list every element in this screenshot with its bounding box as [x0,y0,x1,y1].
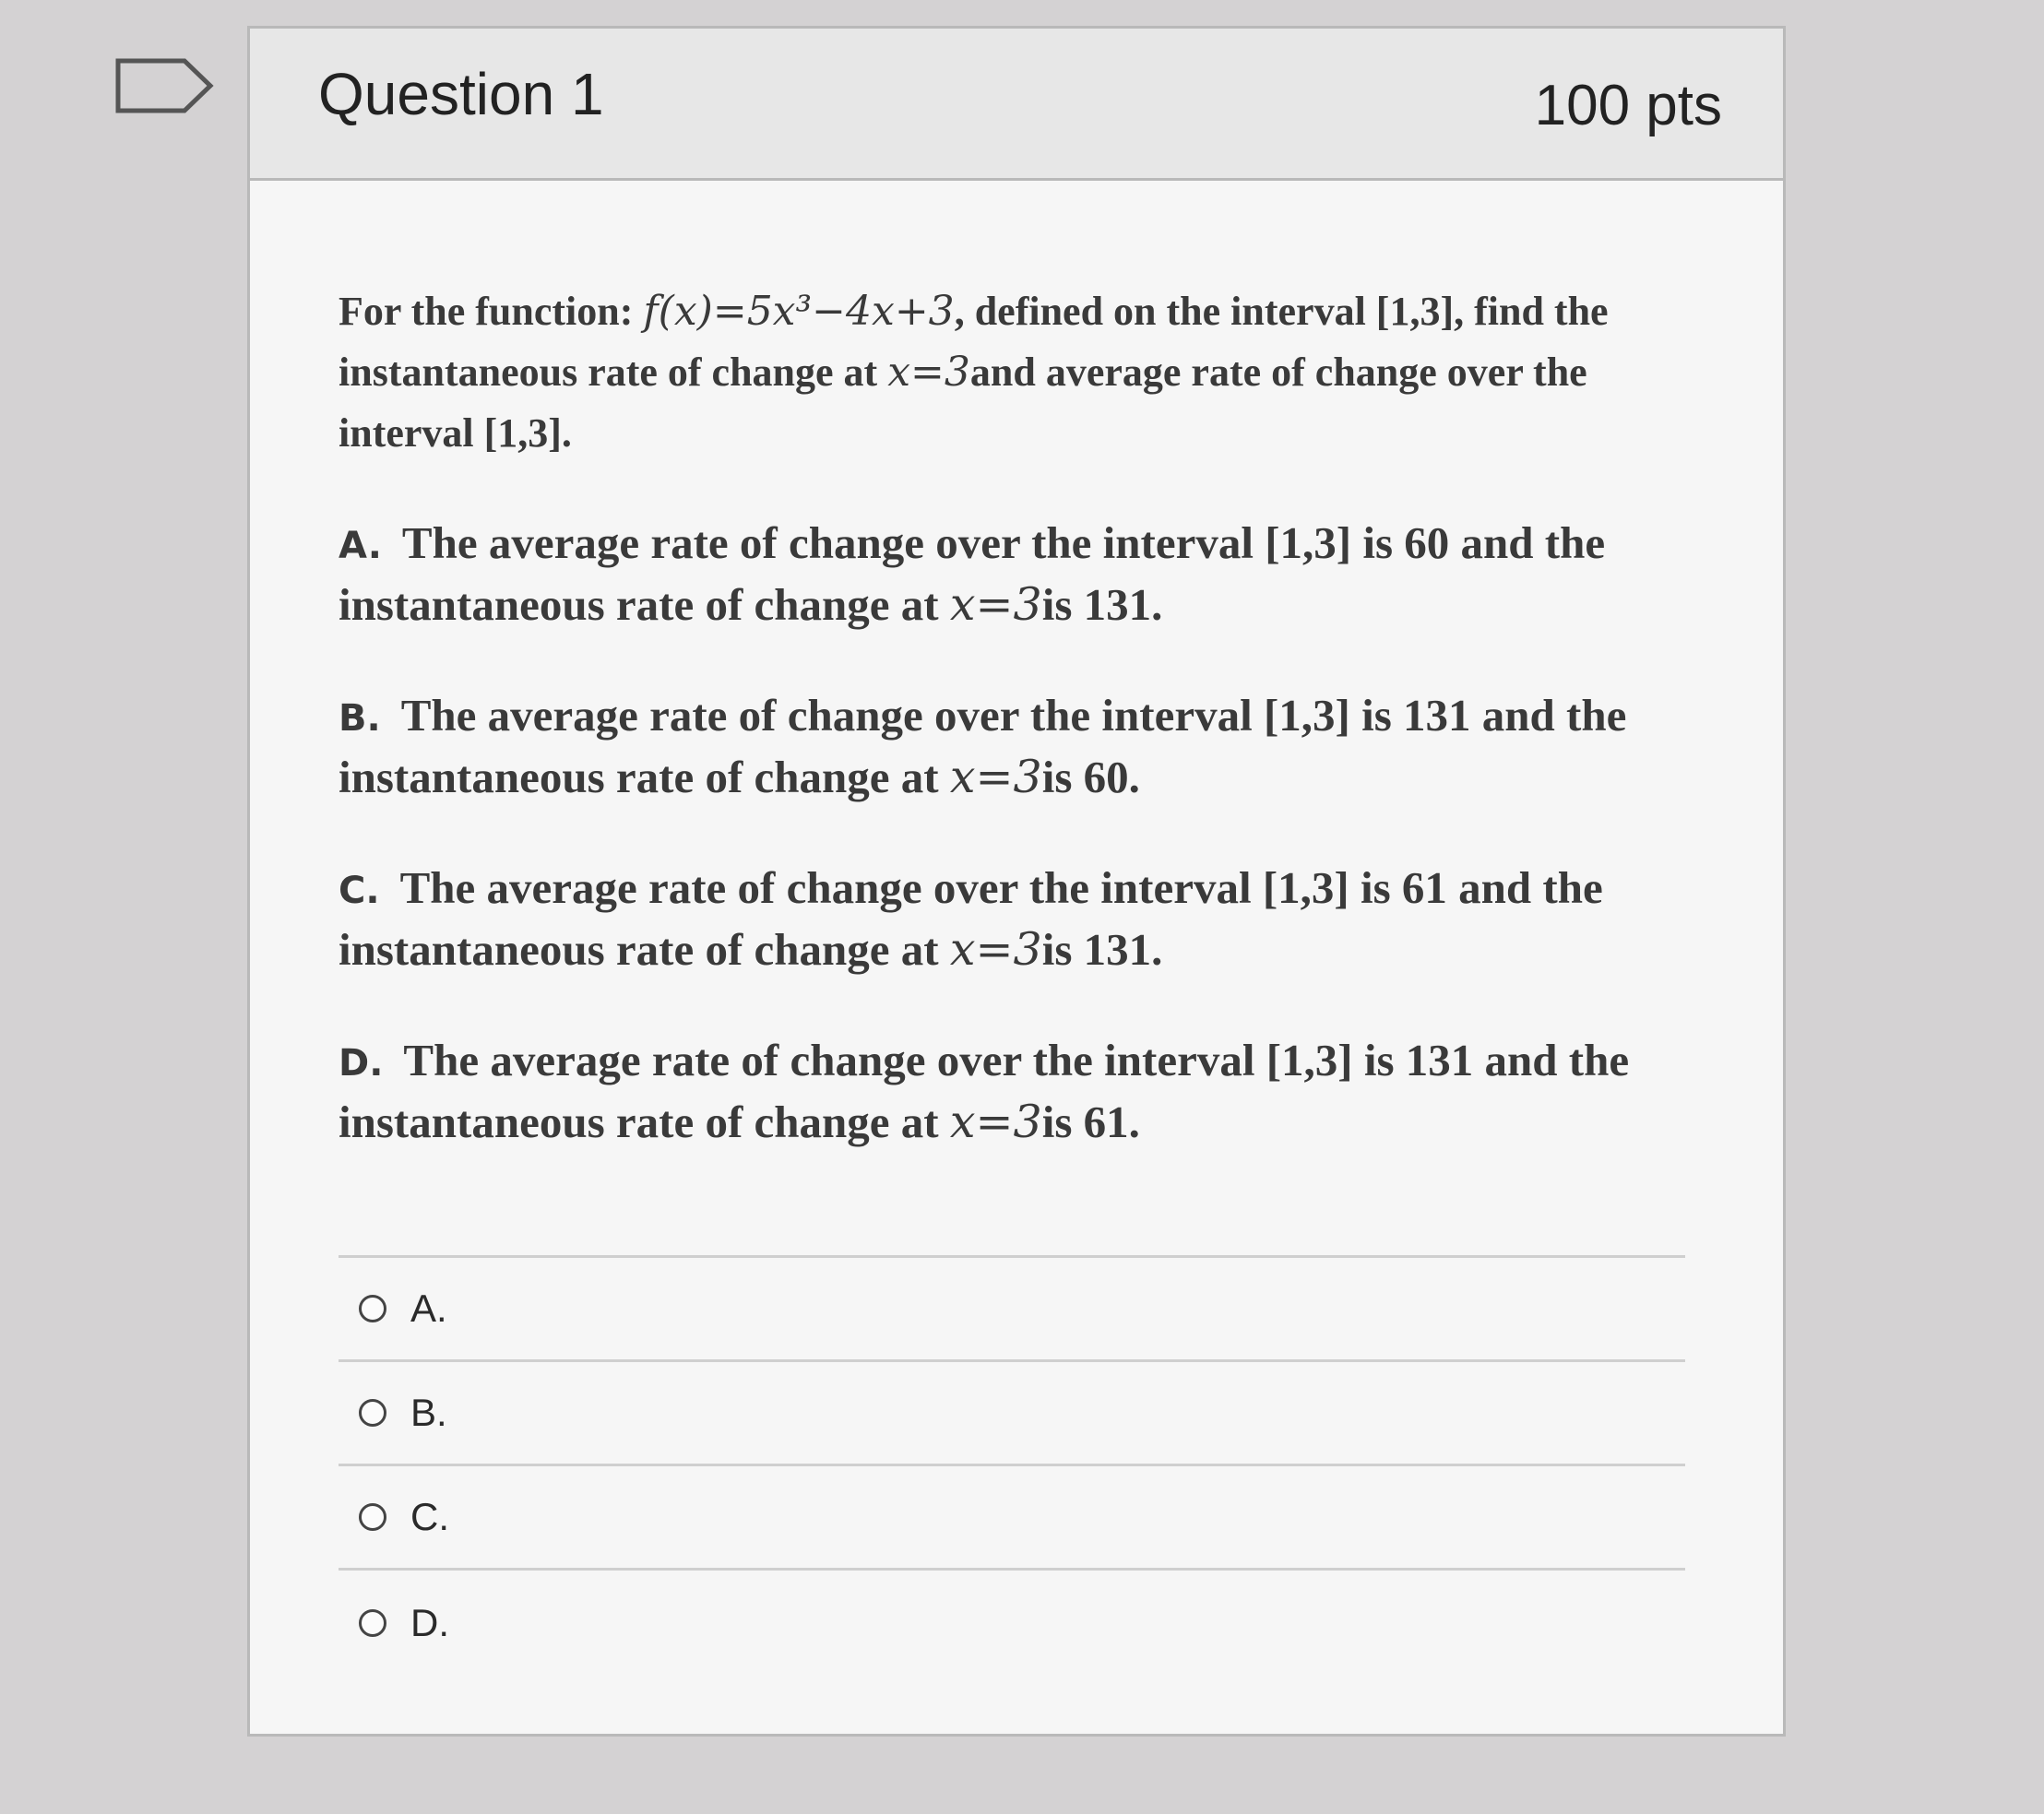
answer-choice-d[interactable] [339,1571,1685,1675]
option-b [339,686,1694,807]
point-expression: x=3 [887,349,970,396]
question-card [247,26,1786,1737]
option-text: The average rate of change over the interval [1,3] is 131 and the instantaneous rate of change at [339,1035,1630,1147]
point-expression: x=3 [949,923,1042,976]
stem-text: find the instantaneous rate of change at [339,289,1609,395]
point-expression: x=3 [949,578,1042,631]
answer-choice-c[interactable] [339,1466,1685,1571]
answer-label[interactable]: B. [410,1391,447,1434]
option-c [339,859,1694,979]
answer-label[interactable]: A. [410,1286,447,1330]
radio-button-icon[interactable] [359,1399,386,1427]
function-expression: f(x)=5x³−4x+3 [643,288,955,335]
question-header [250,29,1783,181]
option-text: is 131. [1041,579,1163,630]
point-expression: x=3 [949,751,1042,803]
question-points: 100 pts [1534,74,1722,137]
question-stem [339,281,1694,464]
answer-choice-a[interactable] [339,1258,1685,1362]
answer-choices [339,1255,1685,1675]
flag-icon[interactable] [114,57,216,114]
option-a [339,514,1694,634]
option-text: The average rate of change over the interval [1,3] is 61 and the instantaneous rate of change at [339,862,1603,975]
option-text: is 60. [1041,752,1140,802]
option-letter: D. [339,1042,384,1085]
option-text: is 131. [1041,924,1163,975]
radio-button-icon[interactable] [359,1503,386,1531]
option-d [339,1031,1694,1152]
option-letter: B. [339,697,381,740]
question-title: Question 1 [318,61,604,127]
option-text: is 61. [1041,1097,1140,1147]
stem-text: For the function: [339,289,644,334]
answer-choice-b[interactable] [339,1362,1685,1466]
stem-text: and average rate of change over the interval [1,3]. [339,350,1587,456]
option-letter: C. [339,870,380,912]
option-text: The average rate of change over the interval [1,3] is 60 and the instantaneous rate of change at [339,517,1606,630]
radio-button-icon[interactable] [359,1295,386,1322]
question-body [339,281,1694,1203]
option-letter: A. [339,525,382,567]
radio-button-icon[interactable] [359,1609,386,1637]
answer-label[interactable]: C. [410,1495,449,1538]
option-list [339,514,1694,1152]
answer-label[interactable]: D. [410,1600,449,1644]
option-text: The average rate of change over the interval [1,3] is 131 and the instantaneous rate of change at [339,690,1627,802]
point-expression: x=3 [949,1096,1042,1148]
stem-text: , defined on the interval [1,3], [954,289,1465,334]
